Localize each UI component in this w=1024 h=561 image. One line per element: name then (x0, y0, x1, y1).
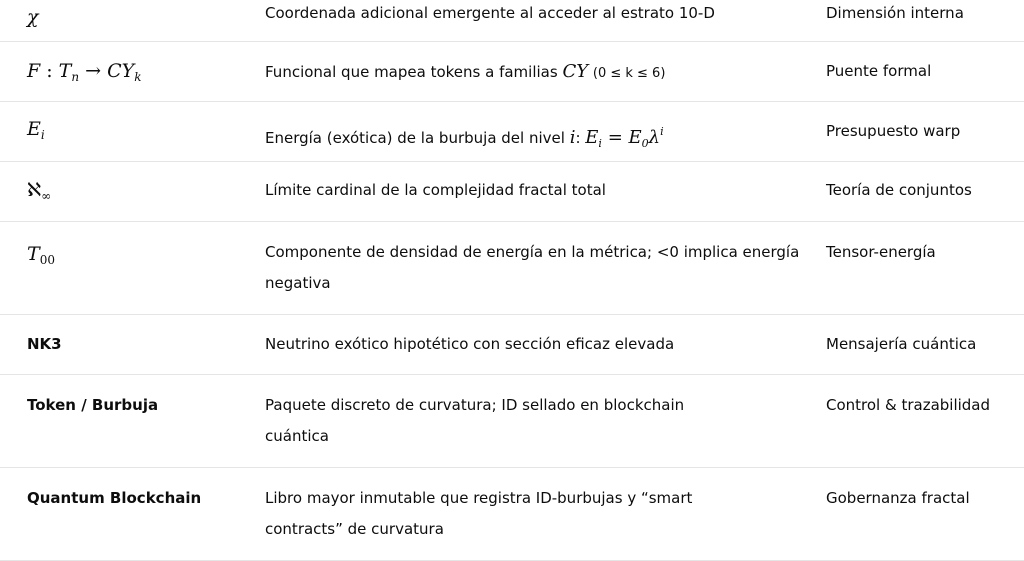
description: Límite cardinal de la complejidad fractal total (265, 181, 606, 199)
description: Neutrino exótico hipotético con sección eficaz elevada (265, 335, 675, 353)
term-functional: F : $T_n \to CY_k$ (27, 60, 142, 84)
term-token-burbuja: Token / Burbuja (27, 396, 159, 414)
description: Libro mayor inmutable que registra ID-burbujas y “smart contracts” de curvatura (265, 489, 693, 538)
category: Presupuesto warp (826, 122, 961, 140)
term-t00: $T_{00}$ (27, 243, 55, 267)
table-row (0, 222, 1024, 315)
table-row (0, 315, 1024, 375)
term-energy: $E_i$ (27, 118, 45, 142)
table-row (0, 102, 1024, 162)
category: Dimensión interna (826, 4, 964, 22)
term-aleph: ℵ$_\infty$ (27, 179, 52, 203)
term-quantum-blockchain: Quantum Blockchain (27, 489, 202, 507)
table-row (0, 0, 1024, 42)
description: Componente de densidad de energía en la métrica; <0 implica energía negativa (265, 243, 800, 292)
table-row (0, 42, 1024, 102)
category: Tensor-energía (826, 243, 936, 261)
category: Mensajería cuántica (826, 335, 977, 353)
category: Puente formal (826, 62, 932, 80)
category: Control & trazabilidad (826, 396, 991, 414)
description: Coordenada adicional emergente al acceder al estrato 10-D (265, 4, 715, 22)
category: Teoría de conjuntos (826, 181, 972, 199)
description: Energía (exótica) de la burbuja del nivel i: $E_i = E_0\lambda^i$ (265, 125, 664, 150)
term-nk3: NK3 (27, 335, 62, 353)
description: Paquete discreto de curvatura; ID sellado en blockchain cuántica (265, 396, 685, 445)
category: Gobernanza fractal (826, 489, 970, 507)
table-row (0, 468, 1024, 561)
table-row (0, 375, 1024, 468)
term-chi: χ (27, 6, 39, 28)
description: Funcional que mapea tokens a familias CY (0 ≤ k ≤ 6) (265, 61, 666, 82)
table-row (0, 162, 1024, 222)
